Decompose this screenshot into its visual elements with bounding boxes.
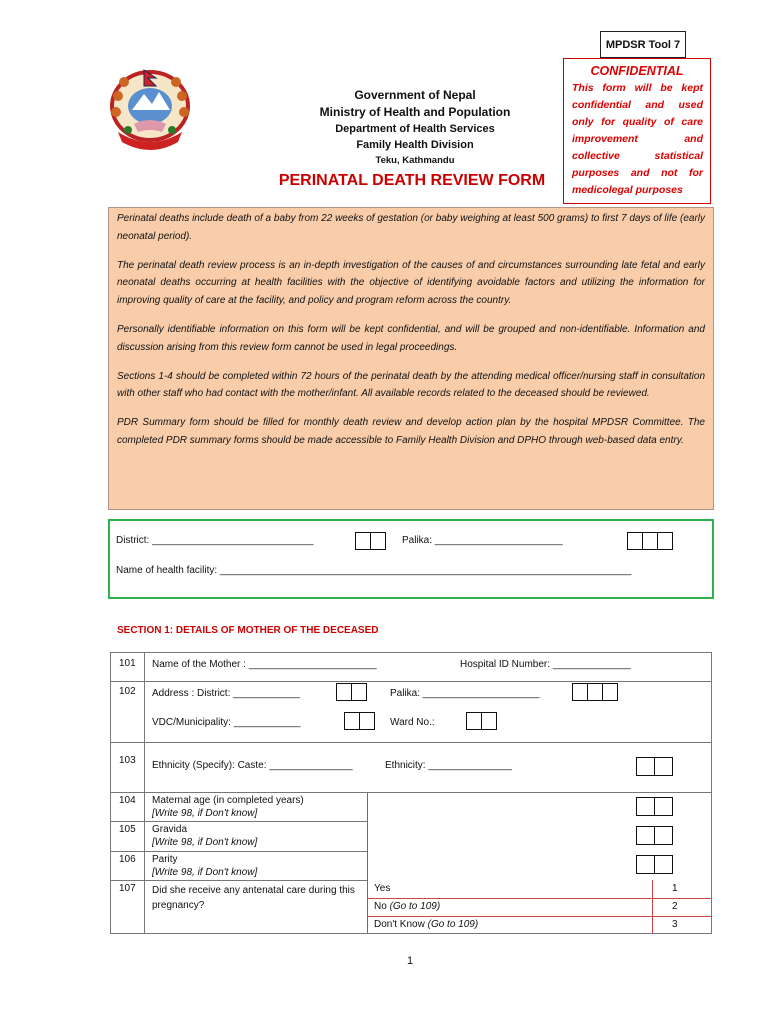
maternal-age-boxes[interactable]	[637, 797, 673, 816]
health-facility-field[interactable]: Name of health facility: __________________________________________________________________________	[116, 565, 632, 576]
location-box	[108, 519, 714, 599]
ward-number-boxes[interactable]	[467, 712, 497, 730]
header-division: Family Health Division	[356, 139, 474, 151]
section-1-title: SECTION 1: DETAILS OF MOTHER OF THE DECEASED	[117, 625, 379, 636]
form-title: PERINATAL DEATH REVIEW FORM	[278, 172, 546, 189]
intro-paragraph: Sections 1-4 should be completed within 72 hours of the perinatal death by the attending medical officer/nursing staff in consultation with other staff who had contact with the mother/infant. All available records related to the deceased should be reviewed.	[117, 370, 705, 400]
anc-code-no: 2	[672, 901, 678, 912]
gravida-note: [Write 98, if Don't know]	[152, 837, 258, 848]
intro-paragraph: Personally identifiable information on this form will be kept confidential, and will be grouped and non-identifiable. Information and discussion arising from this review form cannot be used in legal proceedings.	[117, 323, 705, 353]
anc-option-dont-know-label: Don't Know	[374, 919, 425, 930]
confidential-text: This form will be kept confidential and used only for quality of care improvement and collective statistical purposes and not for medicolegal purposes	[572, 82, 703, 196]
page-number: 1	[406, 955, 414, 967]
palika-code-boxes[interactable]	[628, 532, 673, 550]
intro-paragraph: Perinatal deaths include death of a baby from 22 weeks of gestation (or baby weighing at least 500 grams) to first 7 days of life (early neonatal period).	[117, 213, 705, 242]
anc-code-dont-know: 3	[672, 919, 678, 930]
address-palika-boxes[interactable]	[573, 683, 618, 701]
intro-paragraph: The perinatal death review process is an in-depth investigation of the causes of and circumstances surrounding late fetal and early neonatal deaths occurring at health facilities with the objective of identifying avoidable factors and utilizing the information for improving quality of care at the facility, and policy and program reform across the country.	[117, 259, 705, 307]
confidential-box	[563, 58, 711, 204]
anc-option-dont-know[interactable]	[374, 919, 478, 930]
ethnicity-code-boxes[interactable]	[637, 757, 673, 776]
header-location: Teku, Kathmandu	[375, 155, 455, 166]
parity-boxes[interactable]	[637, 855, 673, 874]
gravida-label: Gravida	[152, 824, 188, 835]
nepal-emblem	[104, 66, 196, 152]
gravida-boxes[interactable]	[637, 826, 673, 845]
caste-field[interactable]: Ethnicity (Specify): Caste: _______________	[152, 760, 353, 771]
ethnicity-field[interactable]: Ethnicity: _______________	[385, 760, 512, 771]
intro-box	[108, 207, 714, 510]
address-district-boxes[interactable]	[337, 683, 367, 701]
address-district-field[interactable]: Address : District: ____________	[152, 688, 300, 699]
row-number: 102	[119, 686, 136, 697]
confidential-title: CONFIDENTIAL	[590, 64, 684, 78]
anc-option-no-label: No	[374, 901, 387, 912]
row-number: 104	[119, 795, 136, 806]
anc-option-no[interactable]	[374, 901, 440, 912]
district-code-boxes[interactable]	[356, 532, 386, 550]
hospital-id-field[interactable]: Hospital ID Number: ______________	[460, 659, 631, 670]
row-number: 101	[119, 658, 136, 669]
anc-code-yes: 1	[672, 883, 678, 894]
address-palika-field[interactable]: Palika: _____________________	[390, 688, 540, 699]
ward-label: Ward No.:	[390, 717, 435, 728]
vdc-boxes[interactable]	[345, 712, 375, 730]
maternal-age-note: [Write 98, if Don't know]	[152, 808, 258, 819]
header-ministry: Ministry of Health and Population	[319, 105, 511, 119]
mother-name-field[interactable]: Name of the Mother : _______________________	[152, 659, 377, 670]
section-1-table	[110, 652, 712, 934]
row-number: 107	[119, 883, 136, 894]
intro-paragraph: PDR Summary form should be filled for monthly death review and develop action plan by the hospital MPDSR Committee. The completed PDR summary forms should be made accessible to Family Health Division and DPHO through web-based data entry.	[117, 417, 705, 446]
row-number: 105	[119, 824, 136, 835]
header-department: Department of Health Services	[335, 123, 495, 135]
palika-field[interactable]: Palika: _______________________	[402, 535, 563, 546]
anc-option-dont-know-skip: (Go to 109)	[427, 919, 479, 930]
row-number: 106	[119, 854, 136, 865]
header-government: Government of Nepal	[354, 88, 476, 102]
parity-note: [Write 98, if Don't know]	[152, 867, 258, 878]
anc-option-yes[interactable]: Yes	[374, 883, 391, 894]
row-number: 103	[119, 755, 136, 766]
maternal-age-label: Maternal age (in completed years)	[152, 795, 304, 806]
anc-option-no-skip: (Go to 109)	[389, 901, 441, 912]
antenatal-care-question: Did she receive any antenatal care during this pregnancy?	[152, 885, 355, 911]
district-field[interactable]: District: _____________________________	[116, 535, 314, 546]
vdc-municipality-field[interactable]: VDC/Municipality: ____________	[152, 717, 301, 728]
tool-label: MPDSR Tool 7	[600, 31, 686, 58]
parity-label: Parity	[152, 854, 178, 865]
